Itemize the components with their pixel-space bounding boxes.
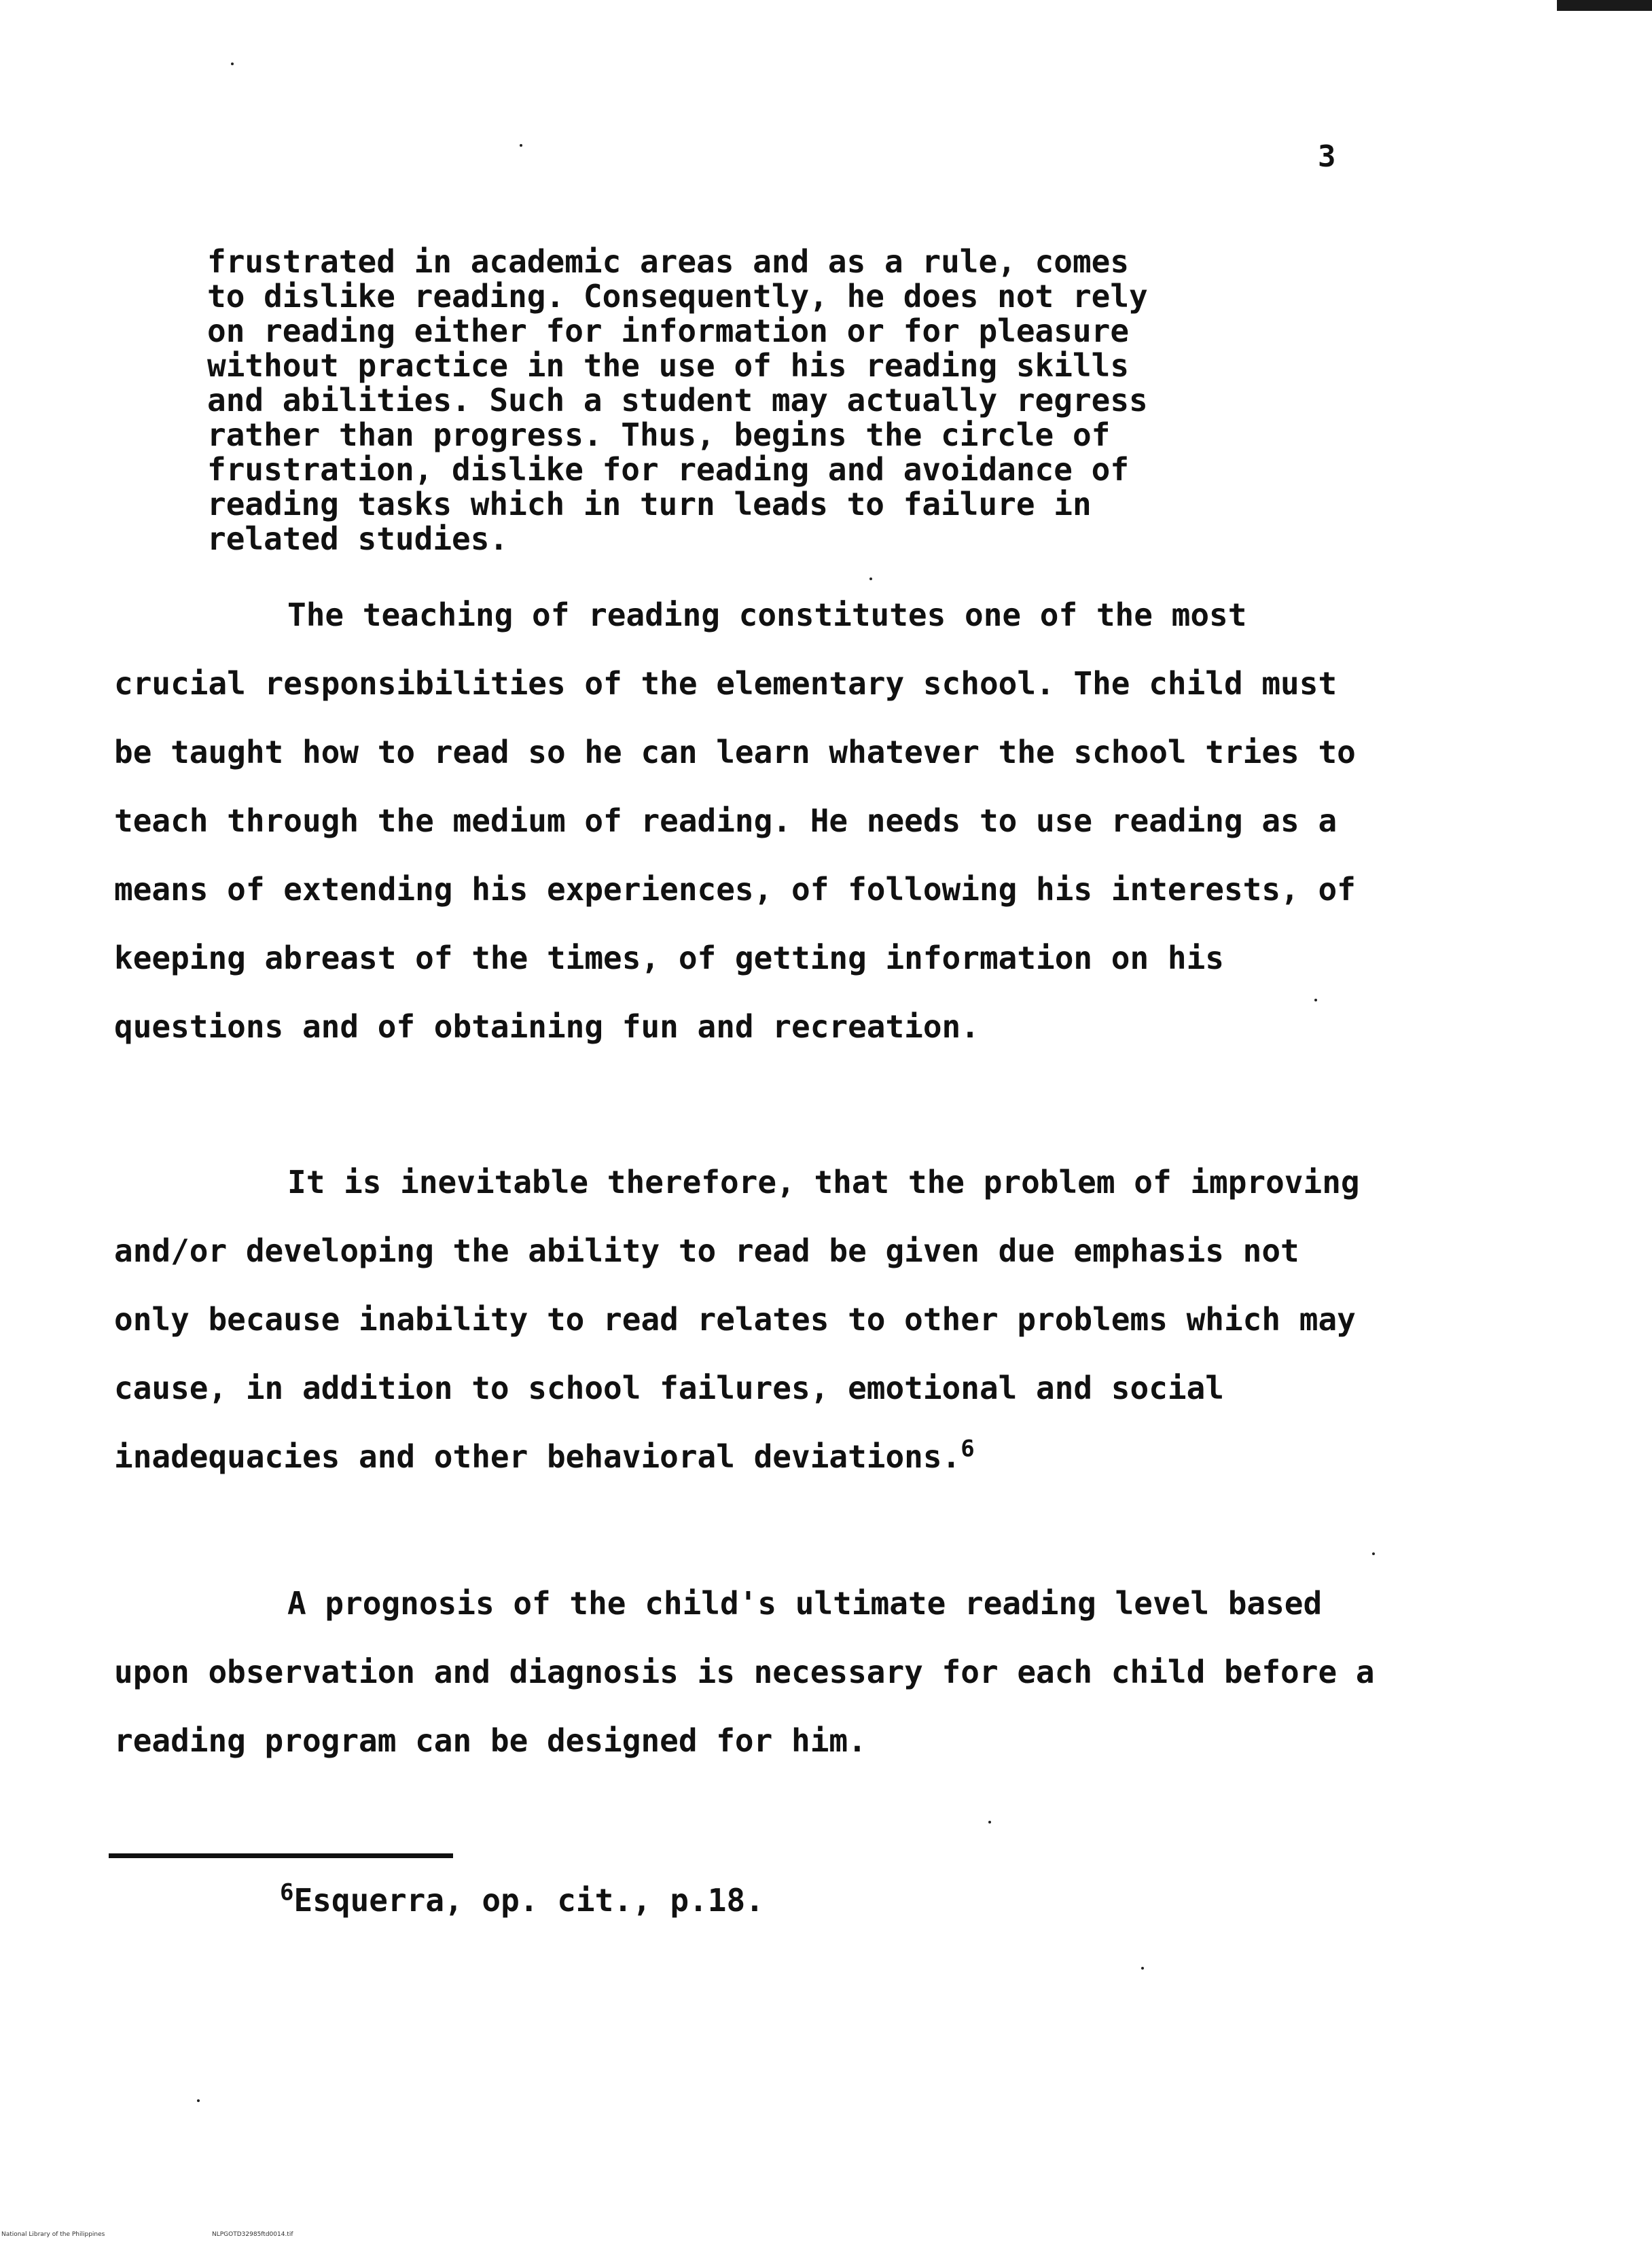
page-number: 3 [1318, 139, 1336, 174]
scan-speck [1314, 999, 1317, 1001]
footnote-reference: 6 [960, 1435, 975, 1463]
paragraph-inevitable [114, 1148, 1378, 1491]
scan-speck [520, 144, 522, 147]
archive-file-label: NLPGOTD32985ftd0014.tif [212, 2231, 293, 2238]
scan-speck [988, 1821, 991, 1823]
scan-speck [197, 2099, 200, 2102]
footnote [280, 1879, 764, 1919]
footnote-divider [109, 1853, 453, 1858]
scan-speck [1141, 1967, 1144, 1970]
scan-speck [869, 577, 872, 580]
scan-speck [1372, 1552, 1375, 1555]
scan-speck [231, 63, 234, 65]
block-quote: frustrated in academic areas and as a rule, comes to dislike reading. Consequently, he does not rely on reading either for information or for pleasure without practice in the use of his reading skills and abilities. Such a student may actually regress rather than progress. Thus, begins the circle of frustration, dislike for reading and avoidance of reading tasks which in turn leads to failure in related studies. [207, 243, 1148, 557]
footnote-text: Esquerra, op. cit., p.18. [293, 1882, 764, 1919]
paragraph-teaching-of-reading: The teaching of reading constitutes one of the most crucial responsibilities of the elementary school. The child must be taught how to read so he can learn whatever the school tries to teach through the medium of reading. He needs to use reading as a means of extending his experiences, of following his interests, of keeping abreast of the times, of getting information on his questions and of obtaining fun and recreation. [114, 597, 1356, 1045]
paragraph-inevitable-text: It is inevitable therefore, that the problem of improving and/or developing the ability to read be given due emphasis not only because inability to read relates to other problems which may cause, in addition to school failures, emotional and social inadequacies and other behavioral deviations. [114, 1164, 1360, 1475]
scan-corner-bar [1557, 0, 1652, 11]
paragraph-prognosis: A prognosis of the child's ultimate reading level based upon observation and diagnosis is necessary for each child before a reading program can be designed for him. [114, 1585, 1375, 1759]
archive-library-label: National Library of the Philippines [1, 2231, 105, 2238]
footnote-mark: 6 [280, 1879, 294, 1906]
